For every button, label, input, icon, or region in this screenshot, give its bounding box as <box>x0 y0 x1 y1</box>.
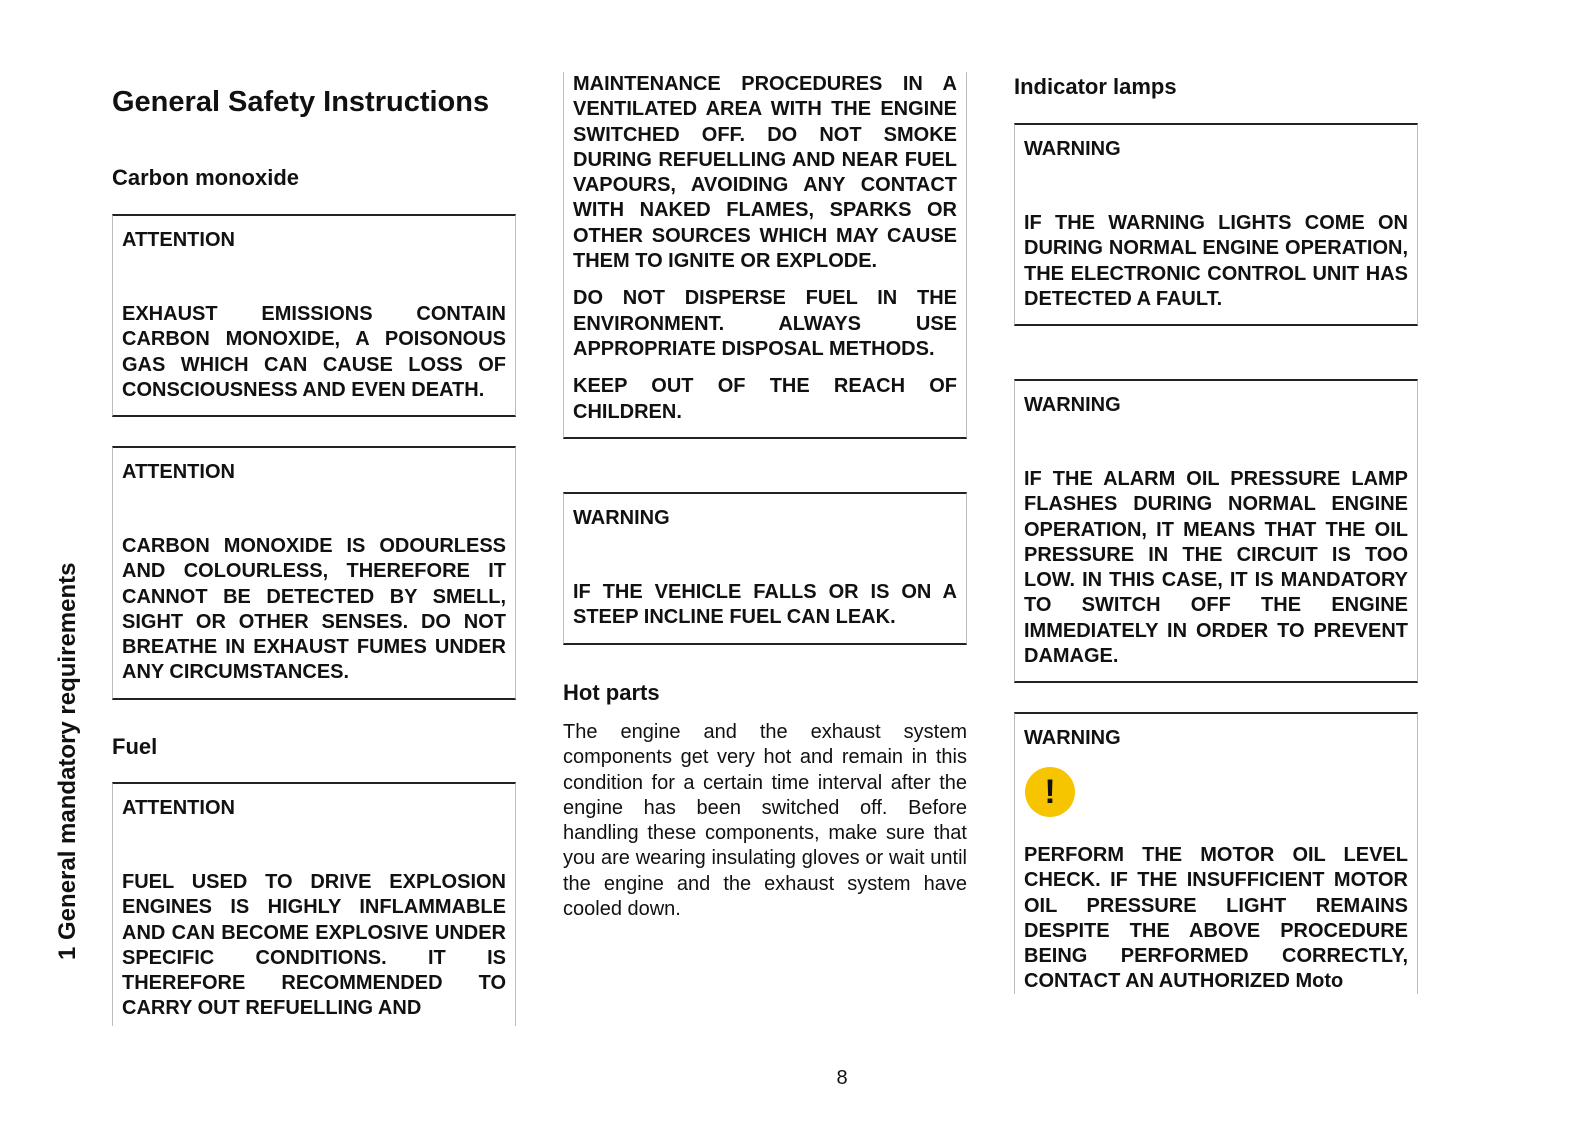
box-title: WARNING <box>1024 138 1121 160</box>
page-number: 8 <box>836 1067 848 1089</box>
box-body: FUEL USED TO DRIVE EXPLOSION ENGINES IS HIGHLY INFLAMMABLE AND CAN BECOME EXPLOSIVE UNDER SPECIFIC CONDITIONS. IT IS THEREFORE RECOMMENDED TO CARRY OUT REFUELLING AND <box>122 871 506 1020</box>
box-title: ATTENTION <box>122 461 235 483</box>
box-title: WARNING <box>1024 394 1121 416</box>
box-body: IF THE VEHICLE FALLS OR IS ON A STEEP INCLINE FUEL CAN LEAK. <box>573 581 957 629</box>
section-heading-hot-parts: Hot parts <box>563 680 660 705</box>
hot-parts-text: The engine and the exhaust system components get very hot and remain in this condition for a certain time interval after the engine has been switched off. Before handling these components, make sure that you are wearing insulating gloves or wait until the engine and the exhaust system have cooled down. <box>563 721 967 921</box>
box-title: ATTENTION <box>122 797 235 819</box>
section-heading-carbon-monoxide: Carbon monoxide <box>112 165 300 190</box>
attention-box-exhaust <box>112 214 516 417</box>
section-heading-indicator-lamps: Indicator lamps <box>1014 74 1177 99</box>
warning-box-fuel-leak <box>563 492 967 645</box>
box-title: ATTENTION <box>122 229 235 251</box>
box-body: CARBON MONOXIDE IS ODOURLESS AND COLOURLESS, THEREFORE IT CANNOT BE DETECTED BY SMELL, SIGHT OR OTHER SENSES. DO NOT BREATHE IN EXHAUST FUMES UNDER ANY CIRCUMSTANCES. <box>122 535 506 684</box>
box-body: IF THE WARNING LIGHTS COME ON DURING NORMAL ENGINE OPERATION, THE ELECTRONIC CONTROL UNIT HAS DETECTED A FAULT. <box>1024 212 1408 310</box>
attention-box-fuel-continued <box>563 72 967 439</box>
page-title: General Safety Instructions <box>112 86 490 118</box>
attention-box-fuel <box>112 782 516 1026</box>
box-paragraph: MAINTENANCE PROCEDURES IN A VENTILATED AREA WITH THE ENGINE SWITCHED OFF. DO NOT SMOKE DURING REFUELLING AND NEAR FUEL VAPOURS, AVOIDING ANY CONTACT WITH NAKED FLAMES, SPARKS OR OTHER SOURCES WHICH MAY CAUSE THEM TO IGNITE OR EXPLODE. <box>573 73 957 273</box>
box-title: WARNING <box>1024 727 1121 749</box>
chapter-side-label: 1 General mandatory requirements <box>54 562 81 960</box>
box-title: WARNING <box>573 507 670 529</box>
box-paragraph: KEEP OUT OF THE REACH OF CHILDREN. <box>573 375 957 423</box>
section-heading-fuel: Fuel <box>112 734 158 759</box>
exclamation-icon: ! <box>1025 767 1075 817</box>
warning-box-oil-level <box>1014 712 1418 994</box>
box-body: EXHAUST EMISSIONS CONTAIN CARBON MONOXIDE, A POISONOUS GAS WHICH CAN CAUSE LOSS OF CONSCIOUSNESS AND EVEN DEATH. <box>122 303 506 401</box>
box-body: IF THE ALARM OIL PRESSURE LAMP FLASHES DURING NORMAL ENGINE OPERATION, IT MEANS THAT THE OIL PRESSURE IN THE CIRCUIT IS TOO LOW. IN THIS CASE, IT IS MANDATORY TO SWITCH OFF THE ENGINE IMMEDIATELY IN ORDER TO PREVENT DAMAGE. <box>1024 468 1408 668</box>
box-body: PERFORM THE MOTOR OIL LEVEL CHECK. IF THE INSUFFICIENT MOTOR OIL PRESSURE LIGHT REMAINS DESPITE THE ABOVE PROCEDURE BEING PERFORMED CORRECTLY, CONTACT AN AUTHORIZED Moto <box>1024 844 1408 993</box>
attention-box-odourless <box>112 446 516 700</box>
box-body <box>573 72 957 425</box>
warning-box-oil-pressure <box>1014 379 1418 683</box>
box-paragraph: DO NOT DISPERSE FUEL IN THE ENVIRONMENT. ALWAYS USE APPROPRIATE DISPOSAL METHODS. <box>573 287 957 360</box>
warning-box-lights <box>1014 123 1418 326</box>
